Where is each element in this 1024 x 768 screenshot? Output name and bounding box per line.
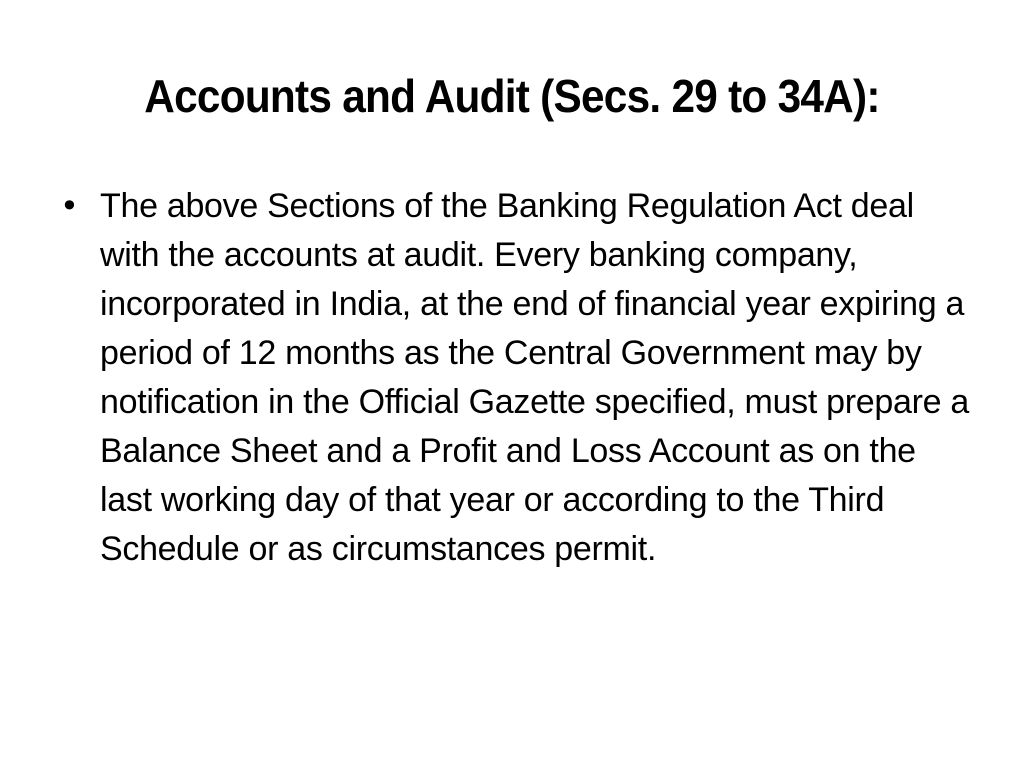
slide-title: Accounts and Audit (Secs. 29 to 34A):: [144, 70, 880, 122]
bullet-marker: •: [60, 187, 79, 225]
slide-content: [60, 182, 980, 574]
bullet-text: The above Sections of the Banking Regulation Act deal with the accounts at audit. Every banking company, incorporated in India, at the end of financial year expiring a period of 12 months as the Central Government may by notification in the Official Gazette specified, must prepare a Balance Sheet and a Profit and Loss Account as on the last working day of that year or according to the Third Schedule or as circumstances permit.: [100, 187, 970, 568]
bullet-item: [60, 182, 980, 574]
